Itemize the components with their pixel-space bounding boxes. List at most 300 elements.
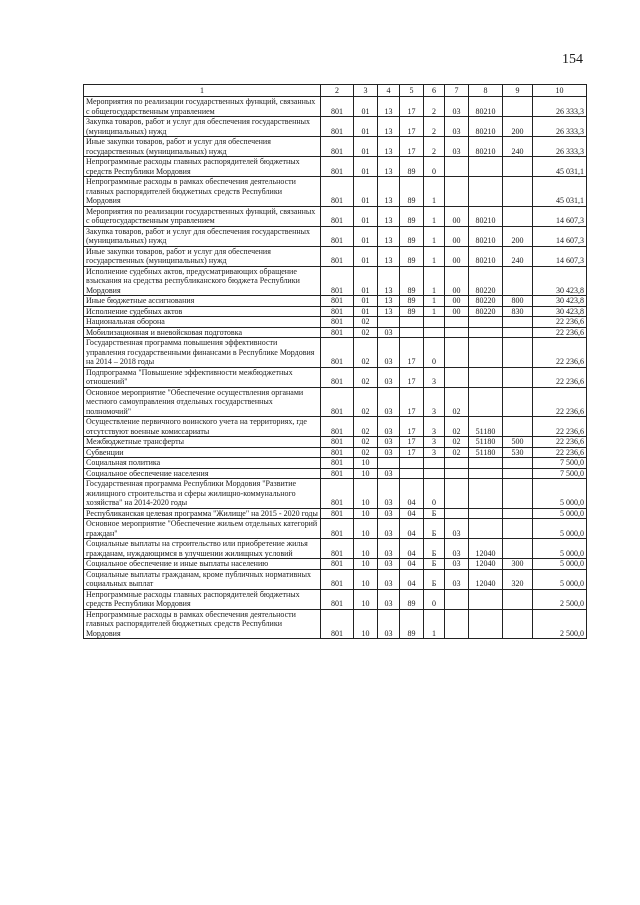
section-code: 01: [354, 296, 378, 307]
subprogram-code: [424, 317, 445, 328]
ministry-code: 801: [321, 468, 354, 479]
row-description: Социальные выплаты на строительство или приобретение жилья гражданам, нуждающимся в улучшении жилищных условий: [84, 539, 321, 559]
direction-code: [469, 479, 503, 509]
subsection-code: 13: [378, 177, 400, 207]
direction-code: 80210: [469, 97, 503, 117]
table-row: [84, 468, 587, 479]
table-row: [84, 519, 587, 539]
subprogram-code: Б: [424, 539, 445, 559]
expense-type-code: [503, 479, 533, 509]
amount: 5 000,0: [533, 508, 587, 519]
table-row: [84, 226, 587, 246]
column-header: 4: [378, 85, 400, 97]
measure-code: 03: [445, 97, 469, 117]
measure-code: 02: [445, 387, 469, 417]
section-code: 01: [354, 177, 378, 207]
amount: 14 607,3: [533, 206, 587, 226]
subsection-code: 13: [378, 206, 400, 226]
direction-code: [469, 157, 503, 177]
row-description: Социальное обеспечение и иные выплаты населению: [84, 559, 321, 570]
direction-code: [469, 317, 503, 328]
program-code: 04: [400, 569, 424, 589]
program-code: 17: [400, 417, 424, 437]
table-row: [84, 317, 587, 328]
section-code: 02: [354, 417, 378, 437]
row-description: Исполнение судебных актов: [84, 306, 321, 317]
direction-code: 12040: [469, 559, 503, 570]
subprogram-code: Б: [424, 559, 445, 570]
budget-table: [83, 84, 587, 639]
amount: 22 236,6: [533, 317, 587, 328]
row-description: Межбюджетные трансферты: [84, 437, 321, 448]
amount: 45 031,1: [533, 157, 587, 177]
section-code: 10: [354, 609, 378, 639]
program-code: 17: [400, 117, 424, 137]
expense-type-code: [503, 387, 533, 417]
section-code: 10: [354, 519, 378, 539]
subprogram-code: 0: [424, 157, 445, 177]
subsection-code: [378, 317, 400, 328]
subprogram-code: 1: [424, 296, 445, 307]
expense-type-code: 830: [503, 306, 533, 317]
subsection-code: 03: [378, 437, 400, 448]
amount: 30 423,8: [533, 266, 587, 296]
subsection-code: 03: [378, 569, 400, 589]
subsection-code: 13: [378, 266, 400, 296]
direction-code: 80210: [469, 117, 503, 137]
direction-code: 80210: [469, 137, 503, 157]
ministry-code: 801: [321, 437, 354, 448]
expense-type-code: [503, 417, 533, 437]
ministry-code: 801: [321, 479, 354, 509]
subsection-code: 13: [378, 137, 400, 157]
program-code: 17: [400, 447, 424, 458]
direction-code: [469, 177, 503, 207]
amount: 30 423,8: [533, 296, 587, 307]
program-code: 17: [400, 387, 424, 417]
program-code: [400, 468, 424, 479]
expense-type-code: [503, 468, 533, 479]
direction-code: 12040: [469, 569, 503, 589]
section-code: 01: [354, 137, 378, 157]
measure-code: [445, 609, 469, 639]
measure-code: 03: [445, 539, 469, 559]
expense-type-code: [503, 97, 533, 117]
expense-type-code: [503, 266, 533, 296]
table-row: [84, 387, 587, 417]
row-description: Социальные выплаты гражданам, кроме публичных нормативных социальных выплат: [84, 569, 321, 589]
subsection-code: 03: [378, 479, 400, 509]
section-code: 10: [354, 479, 378, 509]
amount: 5 000,0: [533, 479, 587, 509]
table-body: [84, 97, 587, 639]
program-code: 17: [400, 137, 424, 157]
section-code: 01: [354, 206, 378, 226]
row-description: Подпрограмма "Повышение эффективности межбюджетных отношений": [84, 367, 321, 387]
direction-code: [469, 609, 503, 639]
direction-code: [469, 387, 503, 417]
ministry-code: 801: [321, 157, 354, 177]
table-row: [84, 559, 587, 570]
expense-type-code: 200: [503, 117, 533, 137]
section-code: 02: [354, 327, 378, 338]
amount: 26 333,3: [533, 137, 587, 157]
table-row: [84, 206, 587, 226]
ministry-code: 801: [321, 226, 354, 246]
row-description: Иные бюджетные ассигнования: [84, 296, 321, 307]
subsection-code: 13: [378, 226, 400, 246]
subsection-code: 13: [378, 97, 400, 117]
program-code: 04: [400, 539, 424, 559]
subprogram-code: 1: [424, 609, 445, 639]
table-row: [84, 327, 587, 338]
measure-code: 00: [445, 246, 469, 266]
section-code: 02: [354, 317, 378, 328]
program-code: 17: [400, 97, 424, 117]
ministry-code: 801: [321, 177, 354, 207]
column-header: 6: [424, 85, 445, 97]
ministry-code: 801: [321, 387, 354, 417]
section-code: 01: [354, 306, 378, 317]
amount: 45 031,1: [533, 177, 587, 207]
expense-type-code: [503, 367, 533, 387]
section-code: 01: [354, 97, 378, 117]
subprogram-code: 3: [424, 447, 445, 458]
direction-code: [469, 508, 503, 519]
column-header: 1: [84, 85, 321, 97]
table-row: [84, 117, 587, 137]
row-description: Исполнение судебных актов, предусматривающих обращение взыскания на средства республиканского бюджета Республики Мордовия: [84, 266, 321, 296]
row-description: Государственная программа Республики Мордовия "Развитие жилищного строительства и сферы жилищно-коммунального хозяйства" на 2014-2020 годы: [84, 479, 321, 509]
ministry-code: 801: [321, 137, 354, 157]
measure-code: [445, 367, 469, 387]
section-code: 10: [354, 589, 378, 609]
section-code: 10: [354, 559, 378, 570]
program-code: 89: [400, 306, 424, 317]
section-code: 10: [354, 539, 378, 559]
subsection-code: 03: [378, 367, 400, 387]
ministry-code: 801: [321, 417, 354, 437]
subprogram-code: 1: [424, 306, 445, 317]
program-code: 04: [400, 479, 424, 509]
ministry-code: 801: [321, 206, 354, 226]
expense-type-code: [503, 206, 533, 226]
program-code: 04: [400, 508, 424, 519]
direction-code: 80220: [469, 296, 503, 307]
subprogram-code: 0: [424, 589, 445, 609]
row-description: Мероприятия по реализации государственных функций, связанных с общегосударственным управлением: [84, 206, 321, 226]
row-description: Республиканская целевая программа "Жилище" на 2015 - 2020 годы: [84, 508, 321, 519]
measure-code: [445, 317, 469, 328]
subprogram-code: Б: [424, 508, 445, 519]
measure-code: [445, 508, 469, 519]
direction-code: [469, 519, 503, 539]
section-code: 10: [354, 468, 378, 479]
amount: 22 236,6: [533, 447, 587, 458]
ministry-code: 801: [321, 519, 354, 539]
table-row: [84, 479, 587, 509]
row-description: Непрограммные расходы в рамках обеспечения деятельности главных распорядителей бюджетных средств Республики Мордовия: [84, 177, 321, 207]
amount: 22 236,6: [533, 387, 587, 417]
amount: 5 000,0: [533, 569, 587, 589]
subsection-code: 13: [378, 296, 400, 307]
measure-code: [445, 338, 469, 368]
direction-code: [469, 458, 503, 469]
row-description: Основное мероприятие "Обеспечение жильем отдельных категорий граждан": [84, 519, 321, 539]
expense-type-code: [503, 157, 533, 177]
measure-code: [445, 589, 469, 609]
program-code: 17: [400, 437, 424, 448]
section-code: 10: [354, 569, 378, 589]
expense-type-code: 530: [503, 447, 533, 458]
direction-code: [469, 338, 503, 368]
ministry-code: 801: [321, 317, 354, 328]
ministry-code: 801: [321, 296, 354, 307]
subprogram-code: [424, 458, 445, 469]
measure-code: [445, 479, 469, 509]
row-description: Закупка товаров, работ и услуг для обеспечения государственных (муниципальных) нужд: [84, 117, 321, 137]
row-description: Закупка товаров, работ и услуг для обеспечения государственных (муниципальных) нужд: [84, 226, 321, 246]
subsection-code: 03: [378, 609, 400, 639]
ministry-code: 801: [321, 589, 354, 609]
subprogram-code: 3: [424, 417, 445, 437]
subsection-code: 03: [378, 519, 400, 539]
direction-code: 80210: [469, 246, 503, 266]
direction-code: [469, 327, 503, 338]
subprogram-code: 1: [424, 266, 445, 296]
ministry-code: 801: [321, 447, 354, 458]
direction-code: [469, 367, 503, 387]
ministry-code: 801: [321, 609, 354, 639]
subsection-code: 03: [378, 508, 400, 519]
table-row: [84, 306, 587, 317]
row-description: Непрограммные расходы главных распорядителей бюджетных средств Республики Мордовия: [84, 589, 321, 609]
expense-type-code: 500: [503, 437, 533, 448]
program-code: [400, 327, 424, 338]
amount: 2 500,0: [533, 589, 587, 609]
subprogram-code: [424, 327, 445, 338]
column-header: 7: [445, 85, 469, 97]
subsection-code: 03: [378, 327, 400, 338]
program-code: 89: [400, 226, 424, 246]
ministry-code: 801: [321, 97, 354, 117]
section-code: 02: [354, 367, 378, 387]
subprogram-code: 2: [424, 137, 445, 157]
section-code: 01: [354, 226, 378, 246]
program-code: 89: [400, 296, 424, 307]
subprogram-code: 1: [424, 226, 445, 246]
subsection-code: 03: [378, 447, 400, 458]
amount: 5 000,0: [533, 539, 587, 559]
amount: 22 236,6: [533, 367, 587, 387]
subprogram-code: 1: [424, 177, 445, 207]
row-description: Социальное обеспечение населения: [84, 468, 321, 479]
column-header: 9: [503, 85, 533, 97]
amount: 5 000,0: [533, 559, 587, 570]
column-header: 3: [354, 85, 378, 97]
ministry-code: 801: [321, 539, 354, 559]
subsection-code: 13: [378, 246, 400, 266]
row-description: Государственная программа повышения эффективности управления государственными финансами в Республике Мордовия на 2014 – 2018 годы: [84, 338, 321, 368]
subsection-code: 13: [378, 306, 400, 317]
program-code: 89: [400, 246, 424, 266]
expense-type-code: [503, 589, 533, 609]
measure-code: 03: [445, 559, 469, 570]
subsection-code: 03: [378, 539, 400, 559]
measure-code: [445, 157, 469, 177]
subsection-code: 03: [378, 589, 400, 609]
amount: 22 236,6: [533, 437, 587, 448]
page-number: 154: [562, 52, 583, 67]
row-description: Иные закупки товаров, работ и услуг для обеспечения государственных (муниципальных) нужд: [84, 137, 321, 157]
ministry-code: 801: [321, 458, 354, 469]
measure-code: 00: [445, 266, 469, 296]
measure-code: 00: [445, 206, 469, 226]
table-row: [84, 609, 587, 639]
expense-type-code: [503, 177, 533, 207]
program-code: 89: [400, 609, 424, 639]
ministry-code: 801: [321, 338, 354, 368]
table-row: [84, 367, 587, 387]
amount: 7 500,0: [533, 458, 587, 469]
row-description: Национальная оборона: [84, 317, 321, 328]
measure-code: [445, 458, 469, 469]
subprogram-code: 0: [424, 338, 445, 368]
subsection-code: 13: [378, 157, 400, 177]
ministry-code: 801: [321, 246, 354, 266]
direction-code: 80210: [469, 206, 503, 226]
table-row: [84, 157, 587, 177]
ministry-code: 801: [321, 266, 354, 296]
subsection-code: [378, 458, 400, 469]
section-code: 02: [354, 338, 378, 368]
expense-type-code: [503, 609, 533, 639]
direction-code: 80210: [469, 226, 503, 246]
direction-code: 80220: [469, 306, 503, 317]
measure-code: 02: [445, 437, 469, 448]
expense-type-code: [503, 539, 533, 559]
table-row: [84, 97, 587, 117]
ministry-code: 801: [321, 569, 354, 589]
expense-type-code: 240: [503, 137, 533, 157]
expense-type-code: 200: [503, 226, 533, 246]
program-code: 89: [400, 177, 424, 207]
expense-type-code: [503, 317, 533, 328]
expense-type-code: [503, 458, 533, 469]
section-code: 10: [354, 508, 378, 519]
table-row: [84, 447, 587, 458]
subprogram-code: 1: [424, 246, 445, 266]
amount: 26 333,3: [533, 117, 587, 137]
direction-code: 51180: [469, 447, 503, 458]
measure-code: 03: [445, 569, 469, 589]
subprogram-code: Б: [424, 569, 445, 589]
column-header: 8: [469, 85, 503, 97]
expense-type-code: 800: [503, 296, 533, 307]
program-code: 89: [400, 157, 424, 177]
expense-type-code: 300: [503, 559, 533, 570]
row-description: Мероприятия по реализации государственных функций, связанных с общегосударственным управлением: [84, 97, 321, 117]
ministry-code: 801: [321, 327, 354, 338]
program-code: [400, 458, 424, 469]
section-code: 10: [354, 458, 378, 469]
direction-code: 51180: [469, 437, 503, 448]
direction-code: 80220: [469, 266, 503, 296]
subsection-code: 03: [378, 387, 400, 417]
table-row: [84, 589, 587, 609]
section-code: 02: [354, 387, 378, 417]
table-row: [84, 508, 587, 519]
direction-code: 12040: [469, 539, 503, 559]
direction-code: [469, 589, 503, 609]
row-description: Непрограммные расходы главных распорядителей бюджетных средств Республики Мордовия: [84, 157, 321, 177]
program-code: 17: [400, 338, 424, 368]
measure-code: [445, 468, 469, 479]
table-row: [84, 539, 587, 559]
direction-code: [469, 468, 503, 479]
table-row: [84, 266, 587, 296]
program-code: 17: [400, 367, 424, 387]
ministry-code: 801: [321, 367, 354, 387]
measure-code: [445, 327, 469, 338]
subsection-code: 03: [378, 468, 400, 479]
amount: 22 236,6: [533, 327, 587, 338]
table-row: [84, 246, 587, 266]
ministry-code: 801: [321, 559, 354, 570]
subprogram-code: Б: [424, 519, 445, 539]
subprogram-code: 1: [424, 206, 445, 226]
table-row: [84, 338, 587, 368]
section-code: 01: [354, 117, 378, 137]
program-code: 04: [400, 559, 424, 570]
subprogram-code: 3: [424, 387, 445, 417]
table-row: [84, 137, 587, 157]
subprogram-code: 3: [424, 367, 445, 387]
expense-type-code: [503, 327, 533, 338]
expense-type-code: [503, 519, 533, 539]
table-row: [84, 437, 587, 448]
header-row: [84, 85, 587, 97]
section-code: 01: [354, 246, 378, 266]
table-row: [84, 569, 587, 589]
amount: 22 236,6: [533, 338, 587, 368]
measure-code: [445, 177, 469, 207]
subprogram-code: 2: [424, 117, 445, 137]
section-code: 02: [354, 447, 378, 458]
row-description: Осуществление первичного воинского учета на территориях, где отсутствуют военные комиссариаты: [84, 417, 321, 437]
program-code: 89: [400, 589, 424, 609]
amount: 30 423,8: [533, 306, 587, 317]
direction-code: 51180: [469, 417, 503, 437]
measure-code: 02: [445, 417, 469, 437]
program-code: 04: [400, 519, 424, 539]
expense-type-code: 320: [503, 569, 533, 589]
expense-type-code: [503, 508, 533, 519]
subsection-code: 03: [378, 417, 400, 437]
section-code: 02: [354, 437, 378, 448]
program-code: 89: [400, 266, 424, 296]
amount: 14 607,3: [533, 246, 587, 266]
amount: 22 236,6: [533, 417, 587, 437]
measure-code: 03: [445, 137, 469, 157]
subsection-code: 03: [378, 338, 400, 368]
row-description: Социальная политика: [84, 458, 321, 469]
column-header: 2: [321, 85, 354, 97]
amount: 7 500,0: [533, 468, 587, 479]
row-description: Основное мероприятие "Обеспечение осуществления органами местного самоуправления отдельных государственных полномочий": [84, 387, 321, 417]
expense-type-code: 240: [503, 246, 533, 266]
subsection-code: 03: [378, 559, 400, 570]
